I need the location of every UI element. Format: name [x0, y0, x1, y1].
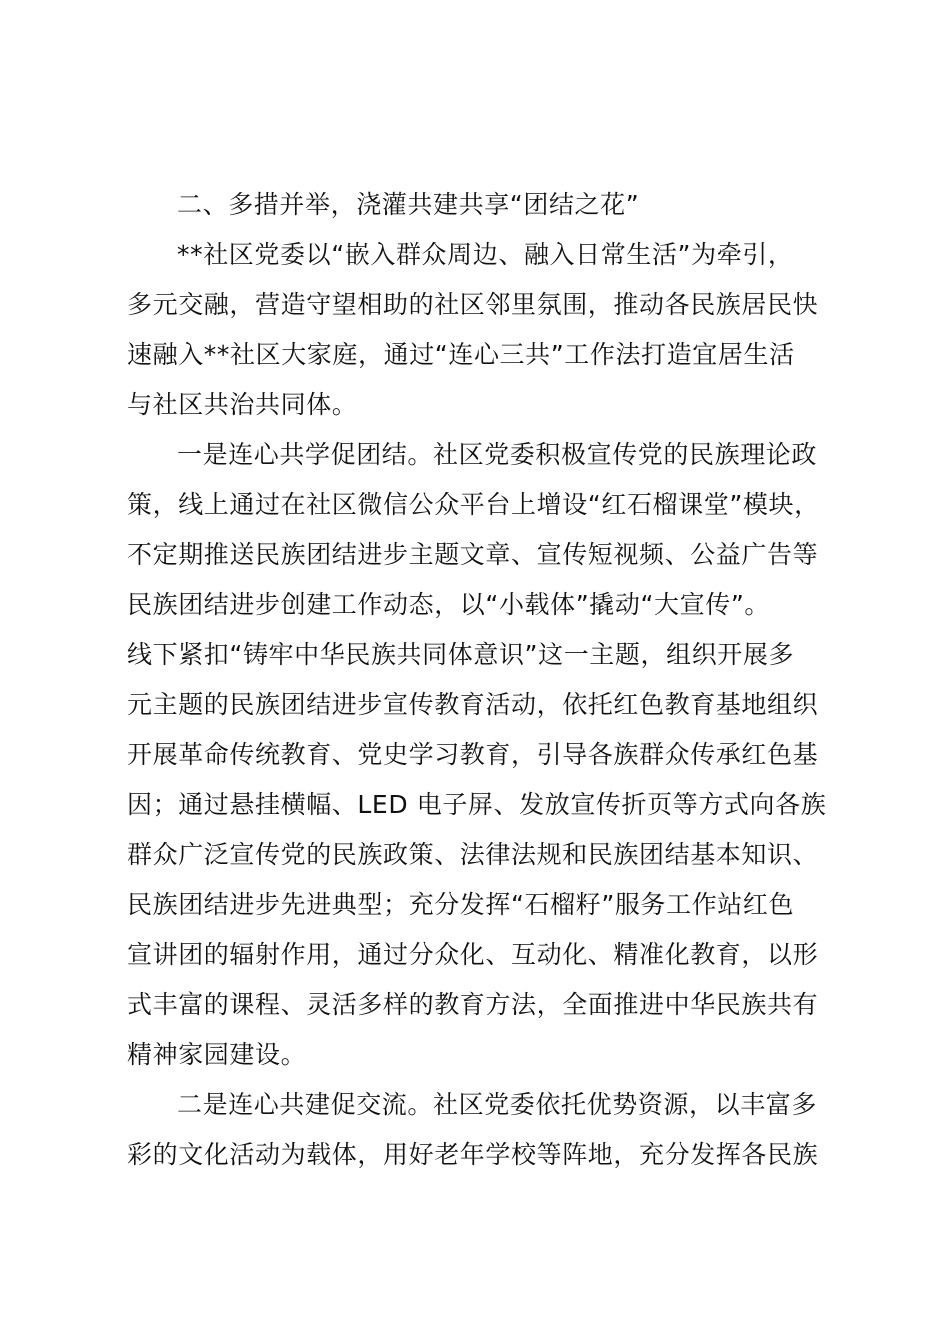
- paragraph-line: 不定期推送民族团结进步主题文章、宣传短视频、公益广告等: [127, 540, 819, 569]
- paragraph-line: 因；通过悬挂横幅、LED 电子屏、发放宣传折页等方式向各族: [127, 790, 827, 819]
- paragraph-line: 元主题的民族团结进步宣传教育活动，依托红色教育基地组织: [127, 690, 819, 719]
- paragraph-line: 开展革命传统教育、党史学习教育，引导各族群众传承红色基: [127, 740, 819, 769]
- paragraph-line: 群众广泛宣传党的民族政策、法律法规和民族团结基本知识、: [127, 840, 819, 869]
- paragraph-2: [127, 430, 832, 1080]
- document-body: [127, 180, 832, 1180]
- paragraph-line: 民族团结进步先进典型；充分发挥“石榴籽”服务工作站红色: [127, 890, 795, 919]
- paragraph-3: [127, 1080, 832, 1180]
- paragraph-line: **社区党委以“嵌入群众周边、融入日常生活”为牵引，: [177, 240, 794, 269]
- paragraph-line: 式丰富的课程、灵活多样的教育方法，全面推进中华民族共有: [127, 990, 819, 1019]
- paragraph-line: 彩的文化活动为载体，用好老年学校等阵地，充分发挥各民族: [127, 1140, 819, 1169]
- paragraph-line: 策，线上通过在社区微信公众平台上增设“红石榴课堂”模块，: [127, 490, 820, 519]
- paragraph-line: 多元交融，营造守望相助的社区邻里氛围，推动各民族居民快: [127, 290, 819, 319]
- paragraph-line: 线下紧扣“铸牢中华民族共同体意识”这一主题，组织开展多: [127, 640, 795, 669]
- paragraph-line: 速融入**社区大家庭，通过“连心三共”工作法打造宜居生活: [127, 340, 795, 369]
- paragraph-line: 民族团结进步创建工作动态，以“小载体”撬动“大宣传”。: [127, 590, 771, 619]
- paragraph-line: 与社区共治共同体。: [127, 390, 358, 419]
- paragraph-1: [127, 230, 832, 430]
- section-heading: 二、多措并举，浇灌共建共享“团结之花”: [177, 190, 640, 219]
- paragraph-line: 一是连心共学促团结。社区党委积极宣传党的民族理论政: [177, 440, 818, 469]
- paragraph-line: 精神家园建设。: [127, 1040, 307, 1069]
- paragraph-line: 宣讲团的辐射作用，通过分众化、互动化、精准化教育，以形: [127, 940, 819, 969]
- paragraph-line: 二是连心共建促交流。社区党委依托优势资源，以丰富多: [177, 1090, 818, 1119]
